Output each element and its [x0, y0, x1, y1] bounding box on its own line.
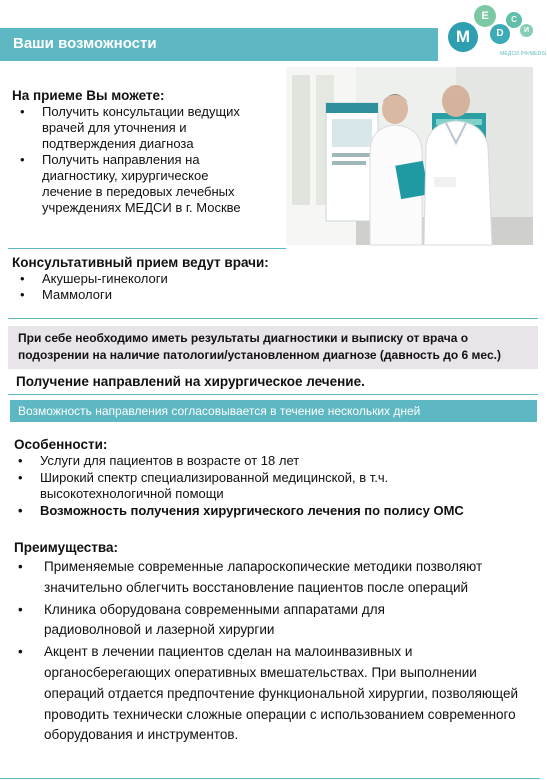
advantages-section	[14, 540, 534, 746]
section-header-title: Ваши возможности	[13, 35, 157, 52]
documents-note	[8, 326, 538, 369]
list-item: • Получить консультации ведущих врачей для уточнения и подтверждения диагноза	[42, 104, 282, 152]
list-item: • Применяемые современные лапароскопические методики позволяют значительно облегчить восстановление пациентов после операций	[44, 557, 534, 599]
list-item: • Широкий спектр специализированной медицинской, в т.ч. высокотехнологичной помощи	[40, 470, 534, 503]
referral-heading: Получение направлений на хирургическое лечение.	[16, 374, 365, 389]
divider	[8, 318, 538, 319]
doctors-title: Консультативный прием ведут врачи:	[12, 255, 269, 270]
divider	[8, 394, 538, 395]
list-item: • Акушеры-гинекологи	[42, 271, 532, 287]
features-section	[14, 437, 534, 519]
logo-bubble-e: E	[474, 5, 496, 27]
logo-bubble-m: M	[448, 22, 478, 52]
list-item: • Услуги для пациентов в возрасте от 18 лет	[40, 453, 534, 470]
intro-title: На приеме Вы можете:	[12, 88, 165, 103]
doctors-photo-illustration	[286, 67, 533, 245]
advantages-list	[44, 557, 534, 746]
logo-bubble-d: D	[490, 24, 510, 44]
intro-section	[12, 88, 282, 216]
logo-bubble-i: И	[520, 24, 533, 37]
list-item: • Возможность получения хирургического лечения по полису ОМС	[40, 503, 534, 520]
features-list	[40, 453, 534, 519]
features-title: Особенности:	[14, 437, 108, 452]
list-item: • Акцент в лечении пациентов сделан на малоинвазивных и органосберегающих оперативных вмешательствах. При выполнении операций отдается предпочтение функциональной хирургии, позволяющей проводить технически сложные операции с использованием современного оборудования и инструментов.	[44, 642, 534, 746]
logo-tagline: МЕДСИ.РФ/MEDSI	[500, 51, 547, 57]
approval-banner-text: Возможность направления согласовывается в течение нескольких дней	[18, 404, 421, 418]
list-item: • Получить направления на диагностику, хирургическое лечение в передовых лечебных учреждениях МЕДСИ в г. Москве	[42, 152, 282, 216]
section-header	[0, 28, 438, 61]
divider	[8, 248, 286, 249]
advantages-title: Преимущества:	[14, 540, 119, 555]
intro-list	[42, 104, 282, 216]
doctors-list	[42, 271, 532, 303]
doctors-photo	[286, 67, 533, 245]
documents-note-text: При себе необходимо иметь результаты диагностики и выписку от врача о подозрении на наличие патологии/установленном диагнозе (давность до 6 мес.)	[18, 331, 501, 362]
doctors-section	[12, 255, 532, 303]
approval-banner	[10, 400, 537, 422]
list-item: • Маммологи	[42, 287, 532, 303]
medsi-logo	[446, 2, 547, 64]
logo-bubble-c: C	[506, 12, 522, 28]
divider	[0, 778, 540, 779]
list-item: • Клиника оборудована современными аппаратами для радиоволновой и лазерной хирургии	[44, 600, 534, 642]
